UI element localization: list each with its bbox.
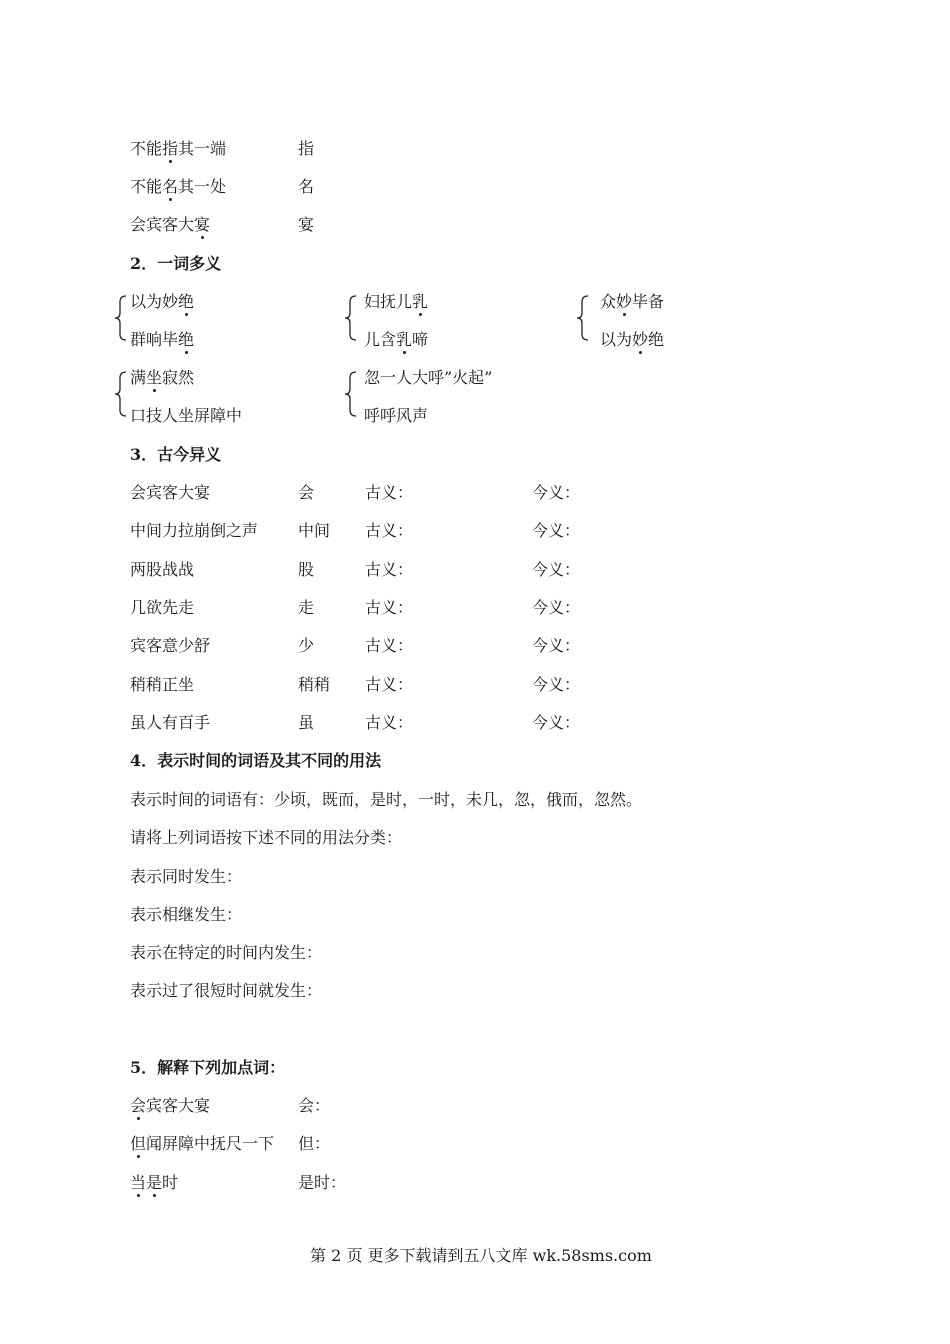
section4-title: 4．表示时间的词语及其不同的用法 (130, 751, 382, 770)
polysemy-4-b-pre: 口技人坐屏障中 (130, 406, 243, 425)
polysemy-2-b (364, 330, 428, 350)
s3-row-3-phrase: 两股战战 (130, 560, 195, 579)
s3-row-5-phrase: 宾客意少舒 (130, 636, 211, 655)
s1-row-1-dotted: 指 (162, 139, 179, 158)
s3-row-2-modern: 今义： (532, 521, 581, 540)
polysemy-5-a (364, 368, 492, 388)
s4-line-1: 表示时间的词语有：少顷，既而，是时，一时，未几，忽，俄而，忽然。 (130, 790, 643, 809)
s3-row-4-phrase: 几欲先走 (130, 598, 195, 617)
s5-row-3-tail: 时 (162, 1173, 179, 1192)
s4-line-2: 请将上列词语按下述不同的用法分类： (130, 828, 403, 847)
s3-row-7-ancient: 古义： (365, 713, 414, 732)
s5-row-1 (130, 1096, 210, 1116)
s3-row-1-phrase: 会宾客大宴 (130, 483, 211, 502)
polysemy-3-a-pre: 众 (600, 292, 617, 311)
s1-row-1-post: 其一端 (178, 139, 227, 158)
polysemy-4-a-pre: 满 (130, 368, 147, 387)
polysemy-2-a (364, 292, 428, 312)
polysemy-3-b-post: 绝 (648, 330, 665, 349)
s1-row-2-dotted: 名 (162, 177, 179, 196)
s1-row-2-pre: 不能 (130, 177, 163, 196)
s3-row-1-ancient: 古义： (365, 483, 414, 502)
polysemy-4-b (130, 406, 242, 426)
brace-1 (114, 295, 128, 341)
polysemy-1-a-pre: 以为妙 (130, 292, 179, 311)
s3-row-4-modern: 今义： (532, 598, 581, 617)
s3-row-6-word: 稍稍 (298, 675, 331, 694)
s3-row-3-word: 股 (298, 560, 315, 579)
s1-row-2 (130, 177, 226, 197)
s3-row-7-phrase: 虽人有百手 (130, 713, 211, 732)
s1-row-2-word: 名 (298, 177, 315, 196)
s3-row-1-word: 会 (298, 483, 315, 502)
s3-row-7-modern: 今义： (532, 713, 581, 732)
s3-row-5-ancient: 古义： (365, 636, 414, 655)
s4-line-3: 表示同时发生： (130, 867, 243, 886)
s1-row-3-pre: 会宾客大 (130, 215, 195, 234)
s1-row-3 (130, 215, 210, 235)
s3-row-1-modern: 今义： (532, 483, 581, 502)
s5-row-2-answer: 但： (298, 1134, 331, 1153)
section5-title: 5．解释下列加点词： (130, 1058, 286, 1077)
s5-row-2-rest: 闻屏障中抚尺一下 (146, 1134, 275, 1153)
polysemy-1-a (130, 292, 194, 312)
page-footer: 第 2 页 更多下载请到五八文库 wk.58sms.com (310, 1246, 652, 1265)
brace-2 (344, 295, 358, 341)
polysemy-5-b-pre: 呼呼风声 (364, 406, 429, 425)
s3-row-6-modern: 今义： (532, 675, 581, 694)
polysemy-4-a-dotted: 坐 (146, 368, 163, 387)
polysemy-4-a (130, 368, 194, 388)
s5-row-1-answer: 会： (298, 1096, 331, 1115)
polysemy-1-b-pre: 群响毕 (130, 330, 179, 349)
s5-row-1-dotted: 会 (130, 1096, 147, 1115)
section2-title: 2．一词多义 (130, 254, 222, 273)
s3-row-6-phrase: 稍稍正坐 (130, 675, 195, 694)
s3-row-2-phrase: 中间力拉崩倒之声 (130, 521, 259, 540)
s4-line-6: 表示过了很短时间就发生： (130, 981, 323, 1000)
s5-row-3 (130, 1173, 178, 1193)
polysemy-1-a-dotted: 绝 (178, 292, 195, 311)
s1-row-3-word: 宴 (298, 215, 315, 234)
polysemy-3-b (600, 330, 664, 350)
polysemy-5-a-pre: 忽一人大呼”火起” (364, 368, 493, 387)
polysemy-3-a (600, 292, 664, 312)
s3-row-3-modern: 今义： (532, 560, 581, 579)
brace-4 (114, 371, 128, 417)
polysemy-4-a-post: 寂然 (162, 368, 195, 387)
s3-row-3-ancient: 古义： (365, 560, 414, 579)
brace-5 (344, 371, 358, 417)
s3-row-4-word: 走 (298, 598, 315, 617)
s3-row-5-modern: 今义： (532, 636, 581, 655)
polysemy-2-b-post: 啼 (412, 330, 429, 349)
s5-row-1-rest: 宾客大宴 (146, 1096, 211, 1115)
polysemy-2-a-dotted: 乳 (412, 292, 429, 311)
polysemy-2-a-pre: 妇抚儿 (364, 292, 413, 311)
s1-row-3-dotted: 宴 (194, 215, 211, 234)
polysemy-3-b-dotted: 妙 (632, 330, 649, 349)
s5-row-3-dotted-2: 是 (146, 1173, 163, 1192)
s4-line-4: 表示相继发生： (130, 905, 243, 924)
s5-row-3-answer: 是时： (298, 1173, 347, 1192)
brace-3 (576, 295, 590, 341)
polysemy-5-b (364, 406, 428, 426)
polysemy-1-b (130, 330, 194, 350)
polysemy-3-a-post: 毕备 (632, 292, 665, 311)
s1-row-1 (130, 139, 226, 159)
s3-row-4-ancient: 古义： (365, 598, 414, 617)
s5-row-2-dotted: 但 (130, 1134, 147, 1153)
s4-line-5: 表示在特定的时间内发生： (130, 943, 323, 962)
s5-row-2 (130, 1134, 274, 1154)
s3-row-2-ancient: 古义： (365, 521, 414, 540)
s3-row-2-word: 中间 (298, 521, 331, 540)
s3-row-7-word: 虽 (298, 713, 315, 732)
s1-row-1-pre: 不能 (130, 139, 163, 158)
polysemy-3-b-pre: 以为 (600, 330, 633, 349)
s3-row-5-word: 少 (298, 636, 315, 655)
s1-row-1-word: 指 (298, 139, 315, 158)
polysemy-3-a-dotted: 妙 (616, 292, 633, 311)
polysemy-1-b-dotted: 绝 (178, 330, 195, 349)
polysemy-2-b-dotted: 乳 (396, 330, 413, 349)
polysemy-2-b-pre: 儿含 (364, 330, 397, 349)
section3-title: 3．古今异义 (130, 445, 222, 464)
s1-row-2-post: 其一处 (178, 177, 227, 196)
s5-row-3-dotted-1: 当 (130, 1173, 147, 1192)
s3-row-6-ancient: 古义： (365, 675, 414, 694)
